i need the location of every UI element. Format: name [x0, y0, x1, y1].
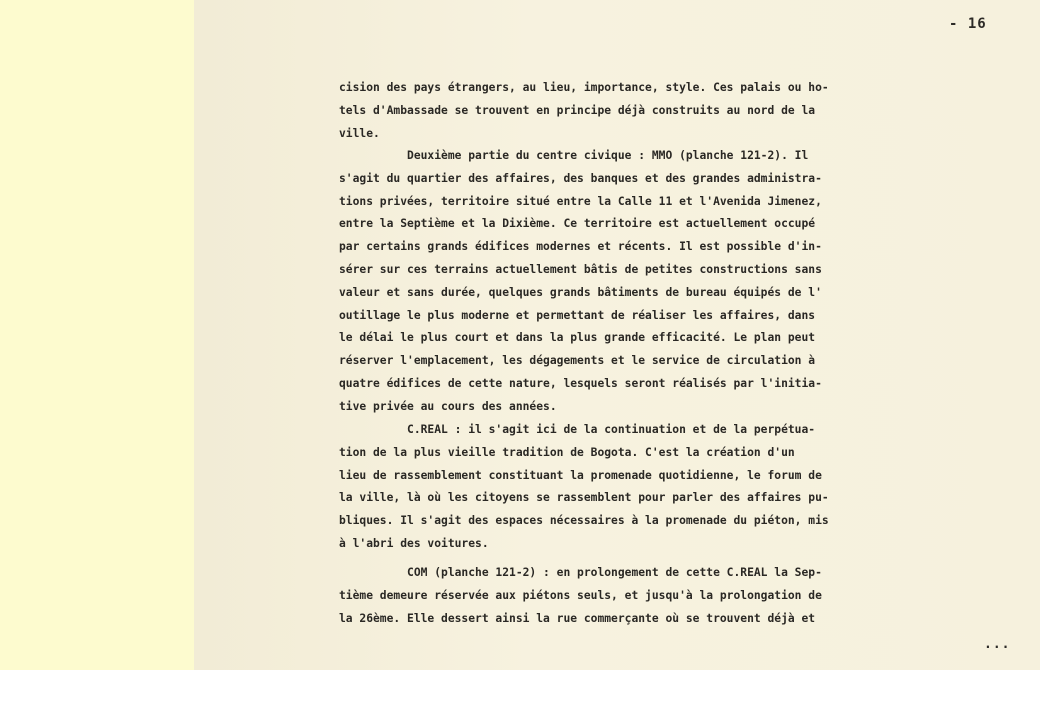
text-line: Deuxième partie du centre civique : MMO (planche 121-2). Il — [339, 149, 809, 162]
text-line: ville. — [339, 126, 380, 140]
text-line: lieu de rassemblement constituant la promenade quotidienne, le forum de — [339, 468, 822, 482]
text-line: cision des pays étrangers, au lieu, importance, style. Ces palais ou ho- — [339, 81, 829, 94]
text-line: par certains grands édifices modernes et récents. Il est possible d'in- — [339, 240, 822, 254]
paragraph-3 — [339, 419, 924, 556]
paragraph-1 — [339, 77, 924, 145]
text-line: tels d'Ambassade se trouvent en principe déjà construits au nord de la — [339, 103, 816, 117]
paragraph-2 — [339, 145, 924, 419]
text-line: bliques. Il s'agit des espaces nécessaires à la promenade du piéton, mis — [339, 514, 829, 528]
text-line: à l'abri des voitures. — [339, 536, 489, 550]
text-line: tion de la plus vieille tradition de Bogota. C'est la création d'un — [339, 445, 795, 459]
text-line: quatre édifices de cette nature, lesquels seront réalisés par l'initia- — [339, 376, 822, 390]
continuation-mark: ... — [984, 637, 1011, 652]
page-number: - 16 — [949, 16, 987, 32]
text-line: le délai le plus court et dans la plus grande efficacité. Le plan peut — [339, 331, 816, 345]
text-line: la 26ème. Elle dessert ainsi la rue commerçante où se trouvent déjà et — [339, 611, 816, 625]
text-line: la ville, là où les citoyens se rassemblent pour parler des affaires pu- — [339, 491, 829, 505]
text-line: tième demeure réservée aux piétons seuls, et jusqu'à la prolongation de — [339, 588, 822, 602]
text-line: C.REAL : il s'agit ici de la continuation et de la perpétua- — [339, 423, 816, 436]
text-line: outillage le plus moderne et permettant de réaliser les affaires, dans — [339, 308, 816, 322]
left-margin-strip — [0, 0, 194, 670]
paragraph-4 — [339, 562, 924, 630]
typewritten-page — [194, 0, 1040, 670]
text-line: réserver l'emplacement, les dégagements et le service de circulation à — [339, 354, 816, 368]
text-line: COM (planche 121-2) : en prolongement de cette C.REAL la Sep- — [339, 566, 822, 579]
text-line: valeur et sans durée, quelques grands bâtiments de bureau équipés de l' — [339, 285, 822, 299]
text-line: tions privées, territoire situé entre la Calle 11 et l'Avenida Jimenez, — [339, 194, 822, 208]
text-line: entre la Septième et la Dixième. Ce territoire est actuellement occupé — [339, 217, 816, 231]
text-line: s'agit du quartier des affaires, des banques et des grandes administra- — [339, 171, 822, 185]
text-line: tive privée au cours des années. — [339, 399, 557, 413]
text-line: sérer sur ces terrains actuellement bâtis de petites constructions sans — [339, 262, 822, 276]
